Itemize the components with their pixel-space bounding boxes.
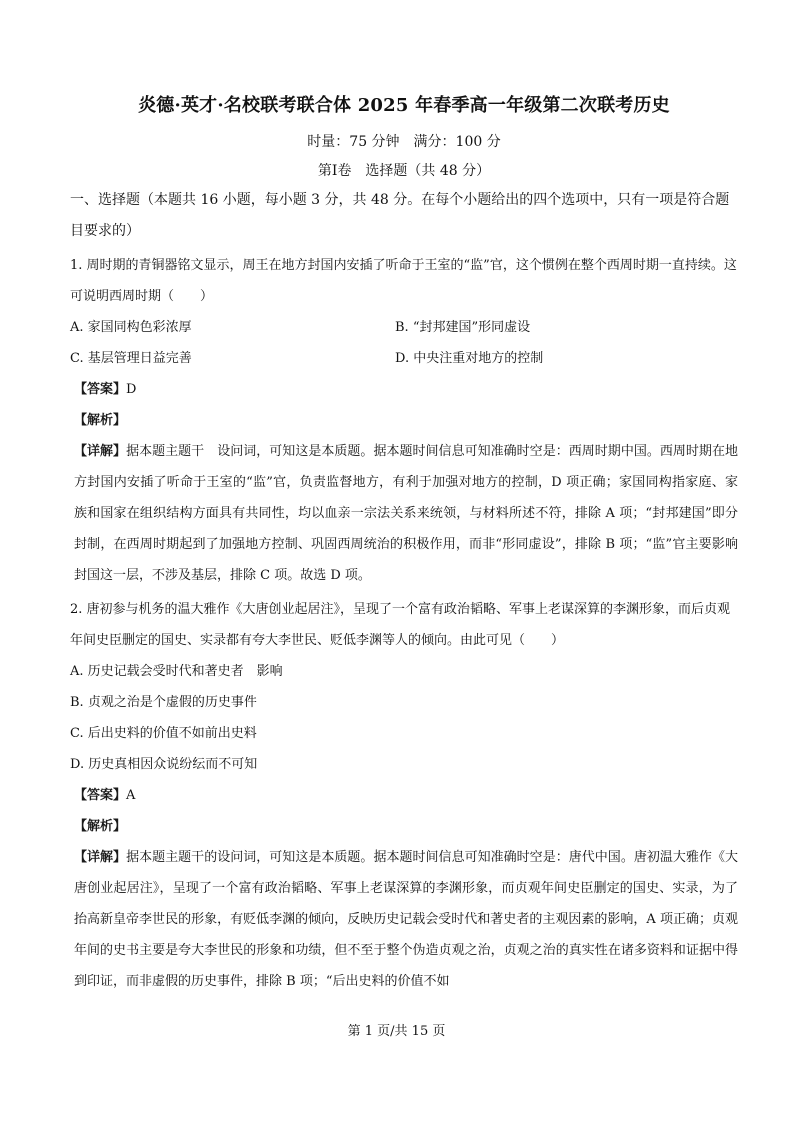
analysis-tag: 【解析】 xyxy=(74,413,127,428)
answer-line xyxy=(70,374,738,405)
analysis-tag: 【解析】 xyxy=(74,819,127,834)
detail-tag: 【详解】 xyxy=(74,444,127,459)
option-a: A. 历史记载会受时代和著史者 影响 xyxy=(70,664,283,679)
option-c: C. 后出史料的价值不如前出史料 xyxy=(70,726,257,741)
options-group xyxy=(70,312,738,374)
exam-title: 炎德·英才·名校联考联合体 2025 年春季高一年级第二次联考历史 xyxy=(138,95,670,116)
detail-text: 据本题主题干 设问词，可知这是本质题。据本题时间信息可知准确时空是：西周时期中国。西周时期在地方封国内安插了听命于王室的“监”官，负责监督地方，有利于加强对地方的控制，D 项正确；家国同构指家庭、家族和国家在组织结构方面具有共同性，均以血亲一宗法关系来统领，与材料所述不符，排除 A 项；“封邦建国”即分封制，在西周时期起到了加强地方控制、巩固西周统治的积极作用，而非“形同虚设”，排除 B 项；“监”官主要影响封国这一层，不涉及基层，排除 C 项。故选 D 项。 xyxy=(74,444,738,583)
detail-tag: 【详解】 xyxy=(74,850,127,865)
section-heading: 一、选择题（本题共 16 小题，每小题 3 分，共 48 分。在每个小题给出的四个选项中，只有一项是符合题目要求的） xyxy=(70,192,730,239)
detail-paragraph xyxy=(70,436,738,591)
page-content xyxy=(70,92,738,997)
answer-line xyxy=(70,780,738,811)
answer-value: D xyxy=(126,382,137,397)
options-group xyxy=(70,656,738,780)
exam-meta: 时量：75 分钟 满分：100 分 xyxy=(307,134,501,150)
analysis-line xyxy=(70,405,738,436)
detail-text: 据本题主题干的设问词，可知这是本质题。据本题时间信息可知准确时空是：唐代中国。唐初温大雅作《大唐创业起居注》，呈现了一个富有政治韬略、军事上老谋深算的李渊形象，而贞观年间史臣删定的国史、实录，为了抬高新皇帝李世民的形象，有贬低李渊的倾向，反映历史记载会受时代和著史者的主观因素的影响，A 项正确；贞观年间的史书主要是夸大李世民的形象和功绩，但不至于整个伪造贞观之治，贞观之治的真实性在诸多资料和证据中得到印证，而非虚假的历史事件，排除 B 项；“后出史料的价值不如 xyxy=(74,850,738,989)
option-d: D. 中央注重对地方的控制 xyxy=(395,351,544,366)
question-stem: 2. 唐初参与机务的温大雅作《大唐创业起居注》，呈现了一个富有政治韬略、军事上老谋深算的李渊形象，而后贞观年间史臣删定的国史、实录都有夸大李世民、贬低李渊等人的倾向。由此可见（ ） xyxy=(70,602,731,648)
answer-tag: 【答案】 xyxy=(74,788,127,803)
question-2 xyxy=(70,594,738,997)
page-footer: 第 1 页/共 15 页 xyxy=(347,1024,446,1039)
volume-heading: 第Ⅰ卷 选择题（共 48 分） xyxy=(317,163,491,179)
option-a: A. 家国同构色彩浓厚 xyxy=(70,320,192,335)
option-b: B. “封邦建国”形同虚设 xyxy=(395,320,531,335)
answer-value: A xyxy=(126,788,136,803)
question-1 xyxy=(70,250,738,591)
analysis-line xyxy=(70,811,738,842)
detail-paragraph xyxy=(70,842,738,997)
question-stem: 1. 周时期的青铜器铭文显示，周王在地方封国内安插了听命于王室的“监”官，这个惯例在整个西周时期一直持续。这可说明西周时期（ ） xyxy=(70,258,737,304)
answer-tag: 【答案】 xyxy=(74,382,127,397)
option-c: C. 基层管理日益完善 xyxy=(70,351,192,366)
option-d: D. 历史真相因众说纷纭而不可知 xyxy=(70,757,258,772)
option-b: B. 贞观之治是个虚假的历史事件 xyxy=(70,695,257,710)
